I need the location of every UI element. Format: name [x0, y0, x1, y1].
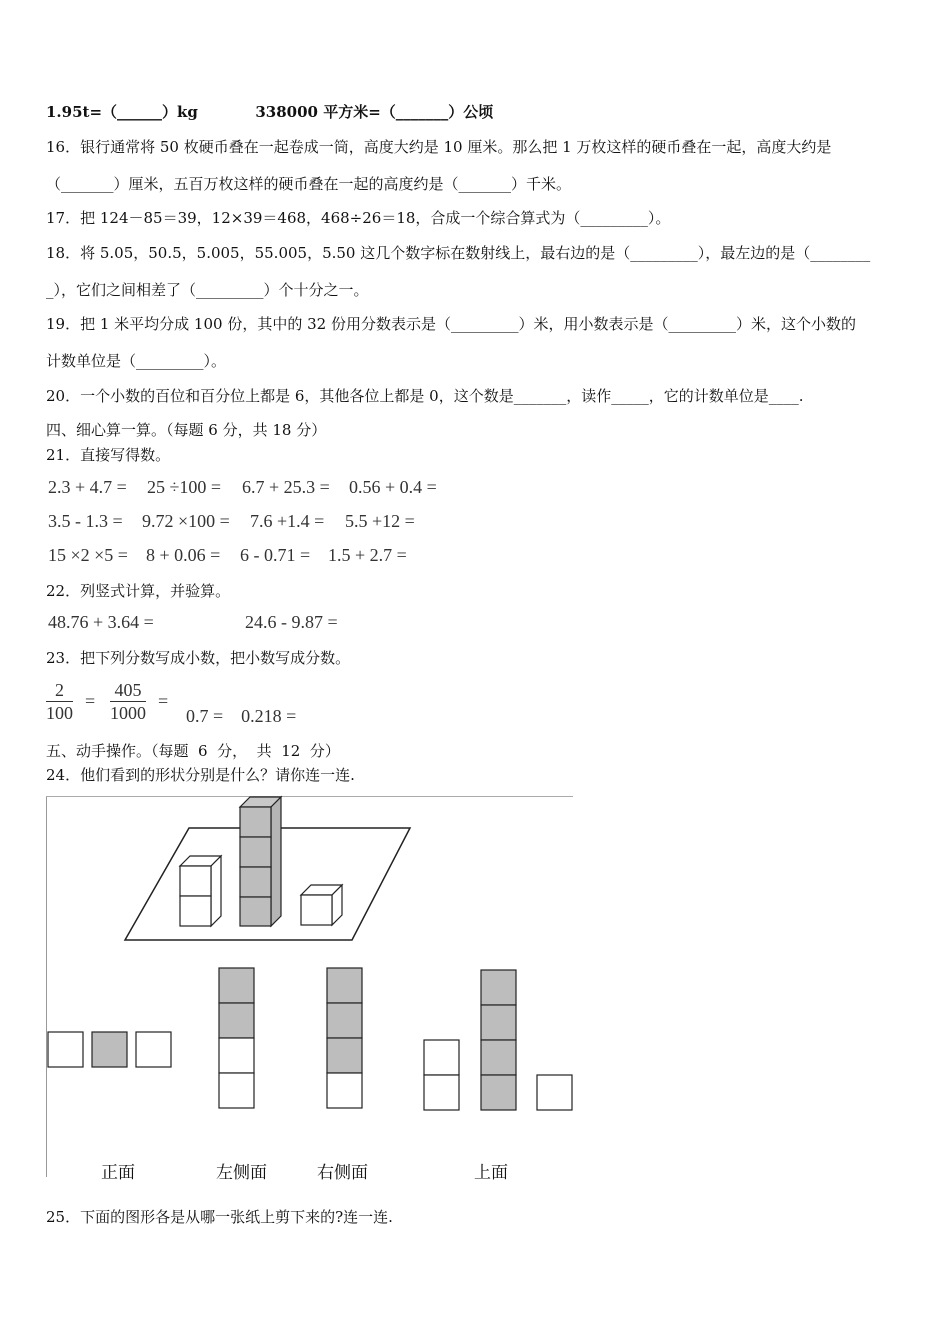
view-left-side: [219, 968, 254, 1108]
fraction-denominator: 1000: [110, 703, 146, 723]
q16-line-2: （_______）厘米，五百万枚这样的硬币叠在一起的高度约是（_______）千米。: [46, 175, 572, 193]
cube-stack-middle: [240, 797, 281, 926]
q23-heading: 23．把下列分数写成小数，把小数写成分数。: [46, 649, 351, 667]
q21-expr: 6.7 + 25.3 =: [242, 477, 330, 497]
q21-expr: 6 - 0.71 =: [240, 545, 311, 565]
q22-expr: 48.76 + 3.64 =: [48, 612, 154, 632]
fraction-numerator: 2: [46, 679, 73, 702]
q21-expr: 8 + 0.06 =: [146, 545, 221, 565]
cube-stack-left: [180, 856, 221, 926]
q25-heading: 25．下面的图形各是从哪一张纸上剪下来的?连一连.: [46, 1208, 393, 1226]
q22-heading: 22．列竖式计算，并验算。: [46, 582, 231, 600]
view-top-options: [424, 970, 572, 1110]
view-right-side: [327, 968, 362, 1108]
section-4-heading: 四、细心算一算。（每题 6 分，共 18 分）: [46, 421, 327, 439]
q21-heading: 21．直接写得数。: [46, 446, 171, 464]
q19-line-2: 计数单位是（_________）。: [46, 352, 227, 370]
fraction-numerator: 405: [110, 679, 146, 702]
label-front: 正面: [101, 1163, 135, 1183]
q21-expr: 15 ×2 ×5 =: [48, 545, 128, 565]
cube-single-right: [301, 885, 342, 925]
q21-expr: 1.5 + 2.7 =: [328, 545, 407, 565]
q21-expr: 25 ÷100 =: [147, 477, 222, 497]
equals-sign: =: [158, 691, 169, 711]
q21-expr: 0.56 + 0.4 =: [349, 477, 437, 497]
label-top: 上面: [474, 1163, 508, 1183]
label-right-side: 右侧面: [317, 1163, 368, 1183]
q18-line-2: _），它们之间相差了（_________）个十分之一。: [46, 281, 369, 299]
q23-decimals: 0.7 = 0.218 =: [186, 706, 297, 726]
q19-line-1: 19．把 1 米平均分成 100 份，其中的 32 份用分数表示是（_________）米，用小数表示是（_________）米，这个小数的: [46, 315, 856, 333]
equals-sign: =: [85, 691, 96, 711]
q16-line-1: 16．银行通常将 50 枚硬币叠在一起卷成一筒，高度大约是 10 厘米。那么把 1 万枚这样的硬币叠在一起，高度大约是: [46, 138, 832, 156]
view-front: [48, 1032, 171, 1067]
q21-expr: 7.6 +1.4 =: [250, 511, 325, 531]
q22-expr: 24.6 - 9.87 =: [245, 612, 338, 632]
section-5-heading: 五、动手操作。（每题 6 分， 共 12 分）: [46, 742, 340, 760]
q20-line: 20．一个小数的百位和百分位上都是 6，其他各位上都是 0，这个数是_______，读作_____，它的计数单位是____.: [46, 387, 804, 405]
q21-expr: 9.72 ×100 =: [142, 511, 230, 531]
label-left-side: 左侧面: [216, 1163, 267, 1183]
q21-expr: 5.5 +12 =: [345, 511, 415, 531]
q15-line: 1.95t=（______）kg 338000 平方米=（_______）公顷: [46, 103, 494, 121]
q24-heading: 24．他们看到的形状分别是什么？请你连一连.: [46, 766, 355, 784]
q17-line: 17．把 124－85＝39，12×39＝468，468÷26＝18，合成一个综合算式为（_________）。: [46, 209, 671, 227]
q18-line-1: 18．将 5.05，50.5，5.005，55.005，5.50 这几个数字标在数射线上，最右边的是（_________），最左边的是（________: [46, 244, 871, 262]
fraction-denominator: 100: [46, 703, 73, 723]
q21-expr: 2.3 + 4.7 =: [48, 477, 127, 497]
q21-expr: 3.5 - 1.3 =: [48, 511, 123, 531]
